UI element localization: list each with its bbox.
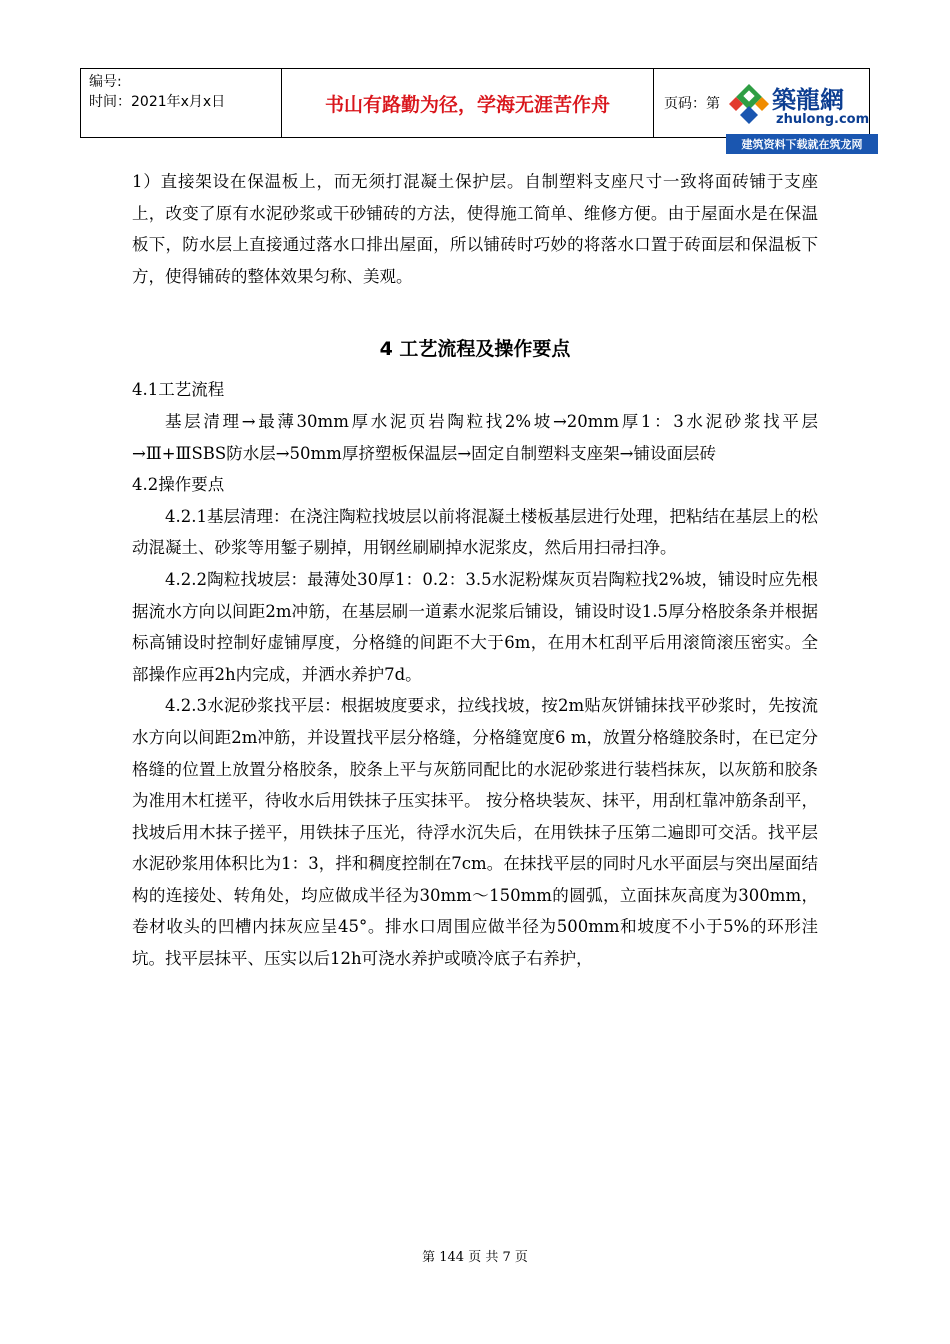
page-footer: 第 144 页 共 7 页 (422, 1250, 528, 1265)
paragraph-4-2-2: 4.2.2陶粒找坡层：最薄处30厚1：0.2：3.5水泥粉煤灰页岩陶粒找2%坡，铺设时应先根据流水方向以间距2m冲筋，在基层刷一道素水泥浆后铺设，铺设时设1.5厚分格胶条条并根据标高铺设时控制好虚铺厚度，分格缝的间距不大于6m，在用木杠刮平后用滚筒滚压密实。全部操作应再2h内完成，并洒水养护7d。 (132, 569, 818, 684)
document-body (132, 166, 818, 975)
code-label: 编号: (89, 74, 122, 90)
paragraph-4-2-3: 4.2.3水泥砂浆找平层：根据坡度要求，拉线找坡，按2m贴灰饼铺抹找平砂浆时，先按流水方向以间距2m冲筋，并设置找平层分格缝，分格缝宽度6 m，放置分格缝胶条时，在已定分格缝的位置上放置分格胶条，胶条上平与灰筋同配比的水泥砂浆进行装档抹灰，以灰筋和胶条为准用木杠搓平，待收水后用铁抹子压实抹平。 按分格块装灰、抹平，用刮杠靠冲筋条刮平，找坡后用木抹子搓平，用铁抹子压光，待浮水沉失后，在用铁抹子压第二遍即可交活。找平层水泥砂浆用体积比为1：3，拌和稠度控制在7cm。在抹找平层的同时凡水平面层与突出屋面结构的连接处、转角处，均应做成半径为30mm～150mm的圆弧，立面抹灰高度为300mm，卷材收头的凹槽内抹灰应呈45°。排水口周围应做半径为500mm和坡度不小于5%的环形洼坑。找平层抹平、压实以后12h可浇水养护或喷冷底子右养护， (132, 696, 818, 969)
page-label: 页码：第 (664, 96, 720, 112)
intro-paragraph: 1）直接架设在保温板上，而无须打混凝土保护层。自制塑料支座尺寸一致将面砖铺于支座上，改变了原有水泥砂浆或干砂铺砖的方法，使得施工简单、维修方便。由于屋面水是在保温板下，防水层上直接通过落水口排出屋面，所以铺砖时巧妙的将落水口置于砖面层和保温板下方，使得铺砖的整体效果匀称、美观。 (132, 172, 818, 286)
header-meta (81, 69, 282, 137)
section-title: 4 工艺流程及操作要点 (379, 338, 571, 361)
subsection-4-2: 4.2操作要点 (132, 475, 225, 495)
logo-domain: zhulong.com (776, 112, 870, 127)
date-label: 时间：2021年x月x日 (89, 94, 226, 110)
logo-title: 築龍網 (772, 86, 844, 114)
logo-slogan: 建筑资料下载就在筑龙网 (726, 134, 878, 154)
paragraph-4-2-1: 4.2.1基层清理：在浇注陶粒找坡层以前将混凝土楼板基层进行处理，把粘结在基层上的松动混凝土、砂浆等用錾子剔掉，用钢丝刷刷掉水泥浆皮，然后用扫帚扫净。 (132, 506, 818, 558)
subsection-4-1: 4.1工艺流程 (132, 380, 225, 400)
zhulong-logo-icon (728, 82, 770, 128)
zhulong-logo (726, 78, 878, 156)
header-motto: 书山有路勤为径，学海无涯苦作舟 (282, 69, 654, 137)
process-flow: 基层清理→最薄30mm厚水泥页岩陶粒找2%坡→20mm厚1：3水泥砂浆找平层→Ⅲ+ⅢSBS防水层→50mm厚挤塑板保温层→固定自制塑料支座架→铺设面层砖 (132, 411, 818, 463)
